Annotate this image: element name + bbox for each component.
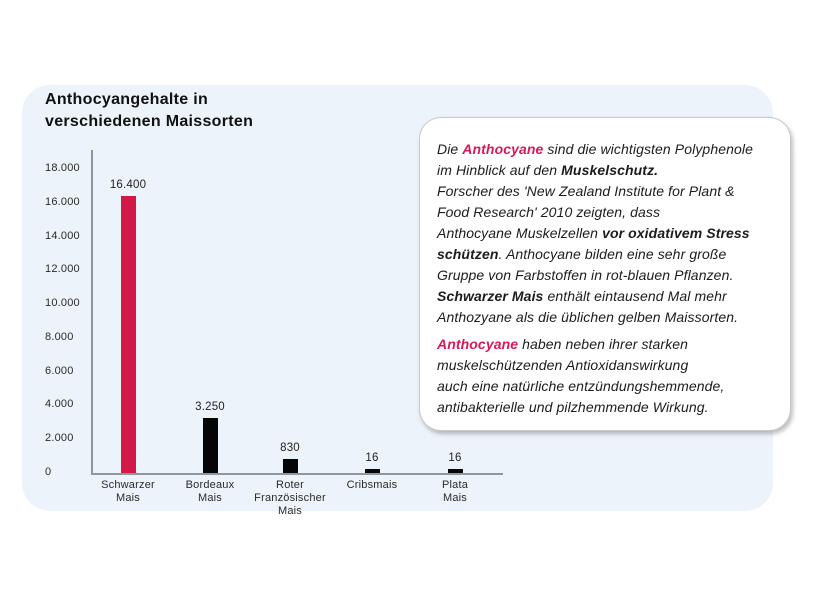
x-axis-line (91, 473, 503, 475)
text-segment: . Anthocyane bilden eine sehr große Gruppe von Farbstoffen in rot-blauen Pflanzen. (437, 246, 734, 283)
category-label: Schwarzer Mais (101, 479, 155, 504)
y-tick-label: 8.000 (45, 330, 74, 343)
text-segment: sind die wichtigsten Polyphenole im Hinblick auf den (437, 141, 753, 178)
y-tick-label: 10.000 (45, 297, 80, 310)
y-tick-label: 0 (45, 466, 52, 478)
text-segment: haben neben ihrer starken muskelschützenden Antioxidanswirkung auch eine natürliche entzündungshemmende, antibakterielle und pilzhemmende Wirkung. (437, 336, 725, 415)
bar (448, 469, 463, 473)
info-paragraph-1 (437, 139, 773, 328)
bar-value-label: 3.250 (195, 401, 225, 414)
y-tick-label: 16.000 (45, 195, 80, 208)
category-label: Bordeaux Mais (185, 479, 235, 504)
text-segment: Die (437, 141, 463, 157)
category-label: Cribsmais (346, 479, 398, 491)
text-segment: Schwarzer Mais (437, 288, 544, 304)
bar (365, 469, 380, 473)
y-tick-label: 14.000 (45, 229, 80, 242)
category-label: Roter Französischer Mais (254, 479, 326, 517)
bar (121, 196, 136, 473)
y-tick-label: 12.000 (45, 263, 80, 276)
text-segment: enthält eintausend Mal mehr Anthozyane als die üblichen gelben Maissorten. (437, 288, 739, 325)
accent-keyword: Anthocyane (462, 141, 544, 157)
text-segment: vor oxidativem Stress schützen (437, 225, 750, 262)
y-tick-label: 4.000 (45, 398, 74, 411)
y-tick-label: 18.000 (45, 162, 80, 174)
category-label: Plata Mais (441, 479, 469, 504)
y-tick-label: 6.000 (45, 364, 74, 377)
bar-value-label: 16 (448, 452, 462, 464)
y-tick-label: 2.000 (45, 432, 74, 445)
bar (283, 459, 298, 473)
bar-value-label: 16 (365, 452, 379, 464)
accent-keyword: Anthocyane (437, 336, 519, 352)
y-axis-line (91, 150, 93, 475)
bar-value-label: 16.400 (109, 179, 147, 192)
bar (203, 418, 218, 473)
info-box (419, 117, 791, 431)
text-segment: Forscher des 'New Zealand Institute for Plant & Food Research' 2010 zeigten, dass Anthocyane Muskelzellen (437, 183, 735, 241)
text-segment: Muskelschutz. (561, 162, 659, 178)
chart-title: Anthocyangehalte in verschiedenen Maissorten (45, 91, 254, 130)
info-paragraph-2 (437, 334, 773, 418)
bar-value-label: 830 (280, 441, 300, 454)
